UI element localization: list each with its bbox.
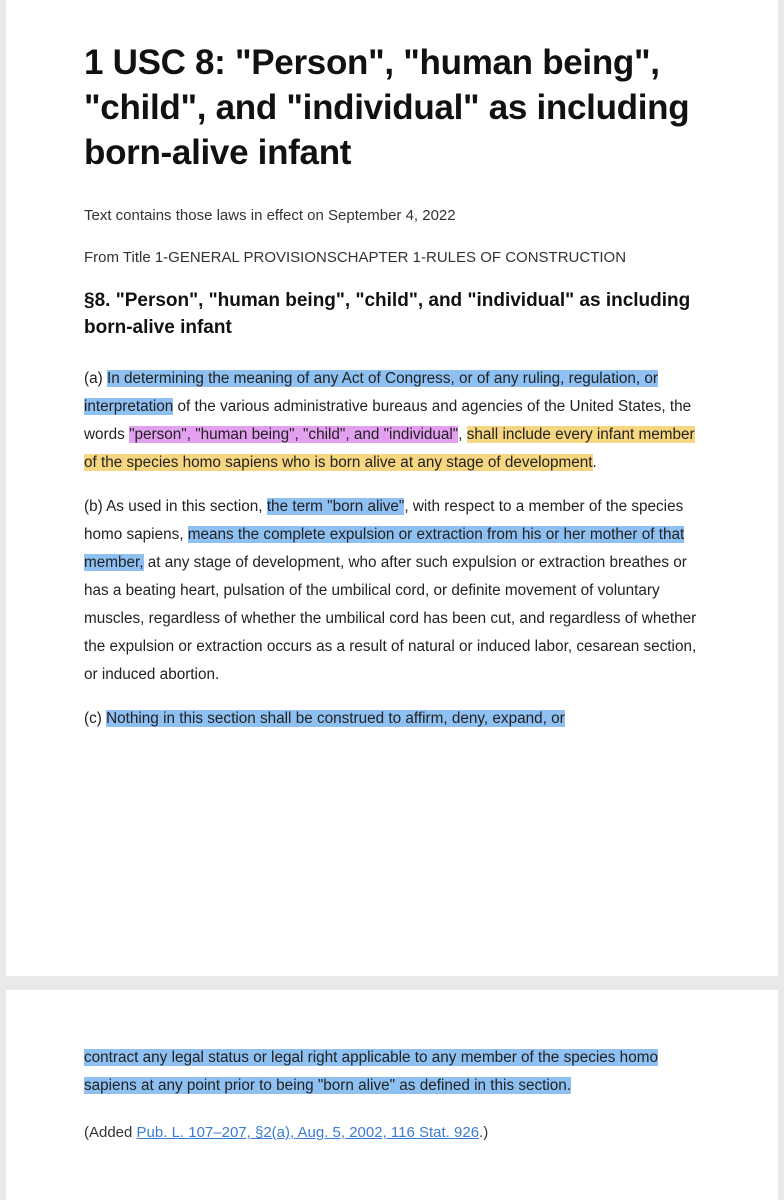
citation [84, 1120, 700, 1146]
paragraph-b-suffix: at any stage of development, who after such expulsion or extraction breathes or has a beating heart, pulsation of the umbilical cord, or definite movement of voluntary muscles, regardless of whether the umbilical cord has been cut, and regardless of whether the expulsion or extraction occurs as a result of natural or induced labor, cesarean section, or induced abortion. [84, 554, 697, 683]
highlight-blue-c2: contract any legal status or legal right applicable to any member of the species homo sapiens at any point prior to being "born alive" as defined in this section. [84, 1049, 658, 1094]
paragraph-a-prefix: (a) [84, 370, 107, 387]
paragraph-a-suffix: . [592, 454, 597, 471]
document-page-2 [6, 990, 778, 1200]
highlight-blue-b2: means the complete expulsion or extraction from his or her mother of that member, [84, 526, 685, 571]
highlight-pink-a2: "person", "human being", "child", and "individual" [129, 426, 459, 443]
paragraph-a [84, 365, 700, 477]
document-page-1 [6, 0, 778, 976]
paragraph-b [84, 493, 700, 689]
citation-link[interactable]: Pub. L. 107–207, §2(a), Aug. 5, 2002, 116 Stat. 926 [136, 1124, 480, 1141]
paragraph-c [84, 705, 700, 733]
page-title: 1 USC 8: "Person", "human being", "child", and "individual" as including born-alive infant [84, 43, 690, 172]
section-heading: §8. "Person", "human being", "child", and "individual" as including born-alive infant [84, 290, 691, 338]
paragraph-a-text-1: of the various administrative bureaus and agencies of the United States, the words [84, 398, 692, 443]
paragraph-a-text-2: , [458, 426, 467, 443]
effective-date-note: Text contains those laws in effect on September 4, 2022 [84, 207, 456, 224]
highlight-yellow-a3: shall include every infant member of the species homo sapiens who is born alive at any stage of development [84, 426, 695, 471]
highlight-blue-a1: In determining the meaning of any Act of Congress, or of any ruling, regulation, or interpretation [84, 370, 658, 415]
paragraph-b-prefix: (b) As used in this section, [84, 498, 267, 515]
paragraph-b-text-1: , with respect to a member of the species homo sapiens, [84, 498, 684, 543]
citation-suffix: .) [479, 1124, 489, 1141]
highlight-blue-c1: Nothing in this section shall be construed to affirm, deny, expand, or [106, 710, 565, 727]
highlight-blue-b1: the term "born alive" [266, 498, 405, 515]
paragraph-c-continued [84, 1044, 700, 1100]
source-title-line: From Title 1-GENERAL PROVISIONSCHAPTER 1-RULES OF CONSTRUCTION [84, 249, 627, 266]
citation-prefix: (Added [84, 1124, 137, 1141]
paragraph-c-prefix: (c) [84, 710, 107, 727]
